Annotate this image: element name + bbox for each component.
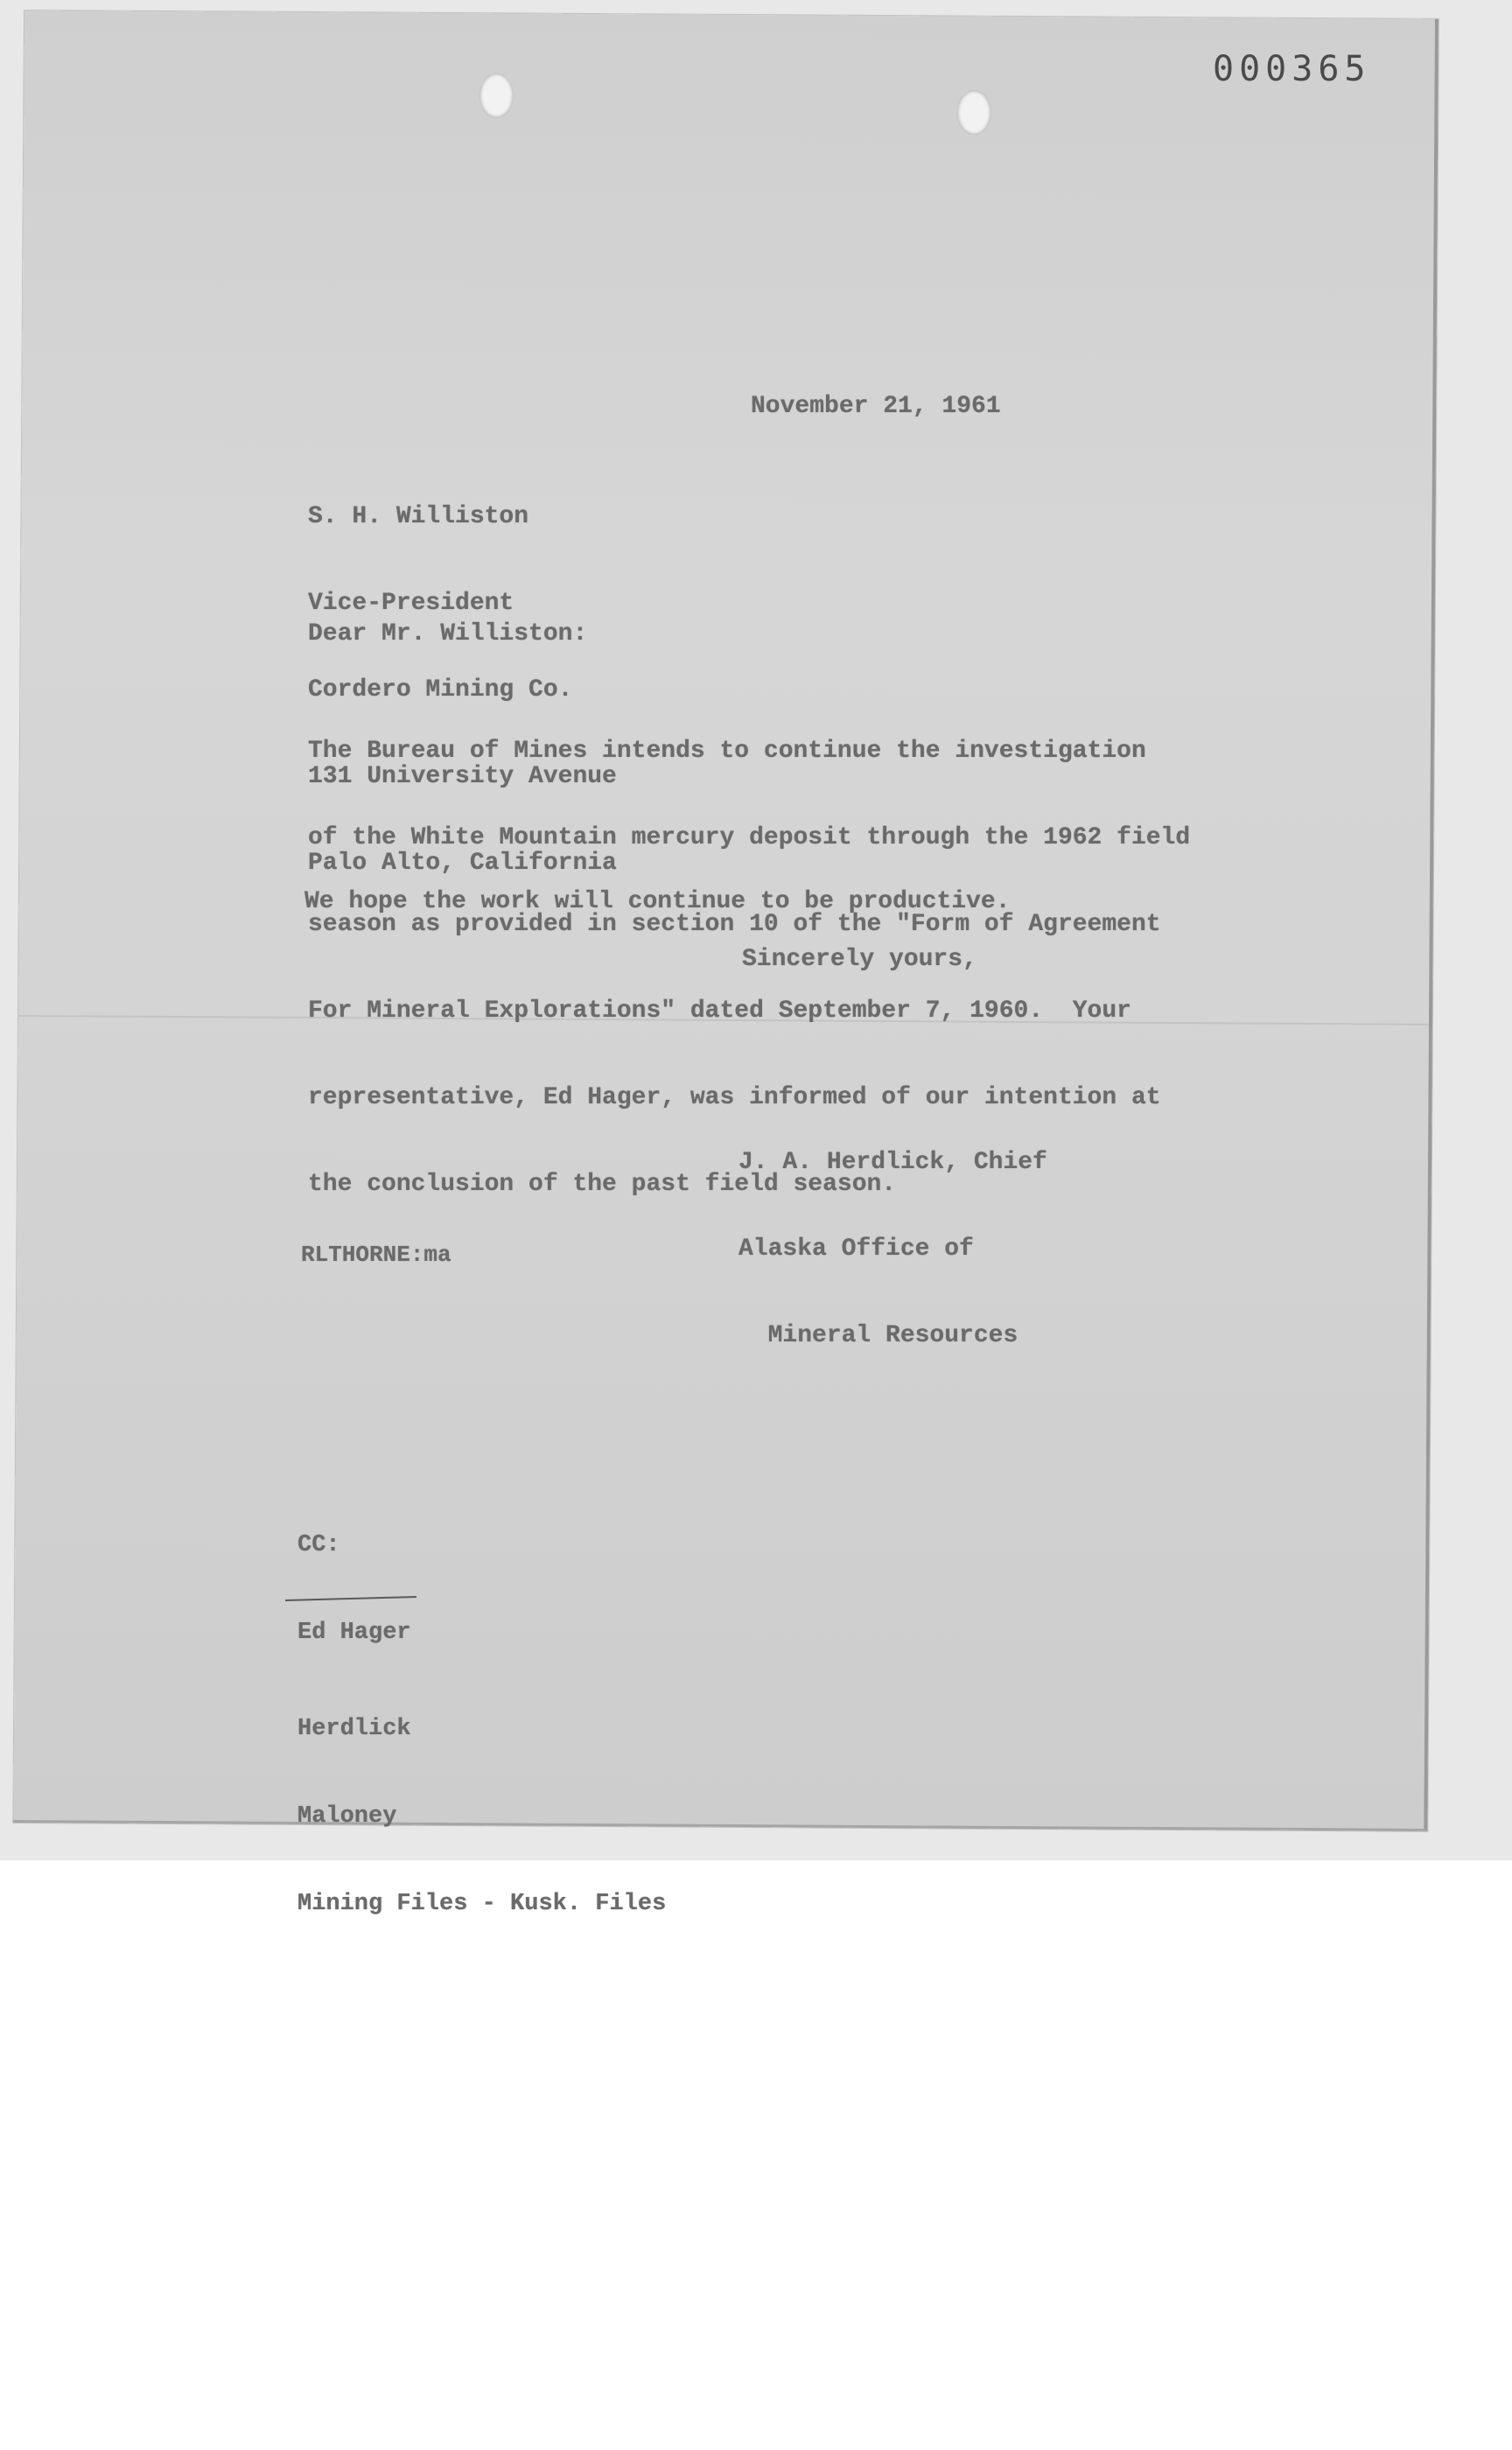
cc-label: CC: <box>298 1532 340 1558</box>
document-number: 000365 <box>1213 49 1371 89</box>
cc-item: Mining Files - Kusk. Files <box>298 1891 667 1917</box>
recipient-company: Cordero Mining Co. <box>308 676 573 704</box>
closing-sentence: We hope the work will continue to be productive. <box>304 888 1011 915</box>
body-line: representative, Ed Hager, was informed of our intention at <box>308 1084 1161 1111</box>
recipient-name: S. H. Williston <box>308 503 529 530</box>
signer-name-title: J. A. Herdlick, Chief <box>738 1149 1047 1176</box>
cc-list <box>298 1474 666 1949</box>
body-line: of the White Mountain mercury deposit through the 1962 field <box>308 824 1191 851</box>
body-line: the conclusion of the past field season. <box>308 1171 897 1198</box>
body-line: For Mineral Explorations" dated September 7, 1960. Your <box>308 998 1131 1025</box>
signer-office-line2: Mineral Resources <box>738 1322 1018 1349</box>
body-line: The Bureau of Mines intends to continue the investigation <box>308 738 1146 765</box>
signature-block <box>738 1090 1047 1379</box>
typist-initials: RLTHORNE:ma <box>301 1242 452 1268</box>
punch-hole-left <box>479 73 514 118</box>
sign-off: Sincerely yours, <box>742 946 977 973</box>
salutation: Dear Mr. Williston: <box>308 620 588 648</box>
recipient-street: 131 University Avenue <box>308 763 617 790</box>
cc-item: Herdlick <box>298 1716 411 1742</box>
letter-date: November 21, 1961 <box>751 393 1001 420</box>
recipient-title: Vice-President <box>308 590 514 617</box>
signer-office-line1: Alaska Office of <box>738 1236 974 1263</box>
cc-item: Ed Hager <box>298 1620 411 1646</box>
recipient-city: Palo Alto, California <box>308 850 617 877</box>
punch-hole-right <box>956 90 991 136</box>
cc-item: Maloney <box>298 1803 397 1830</box>
body-line: season as provided in section 10 of the "Form of Agreement <box>308 911 1161 938</box>
